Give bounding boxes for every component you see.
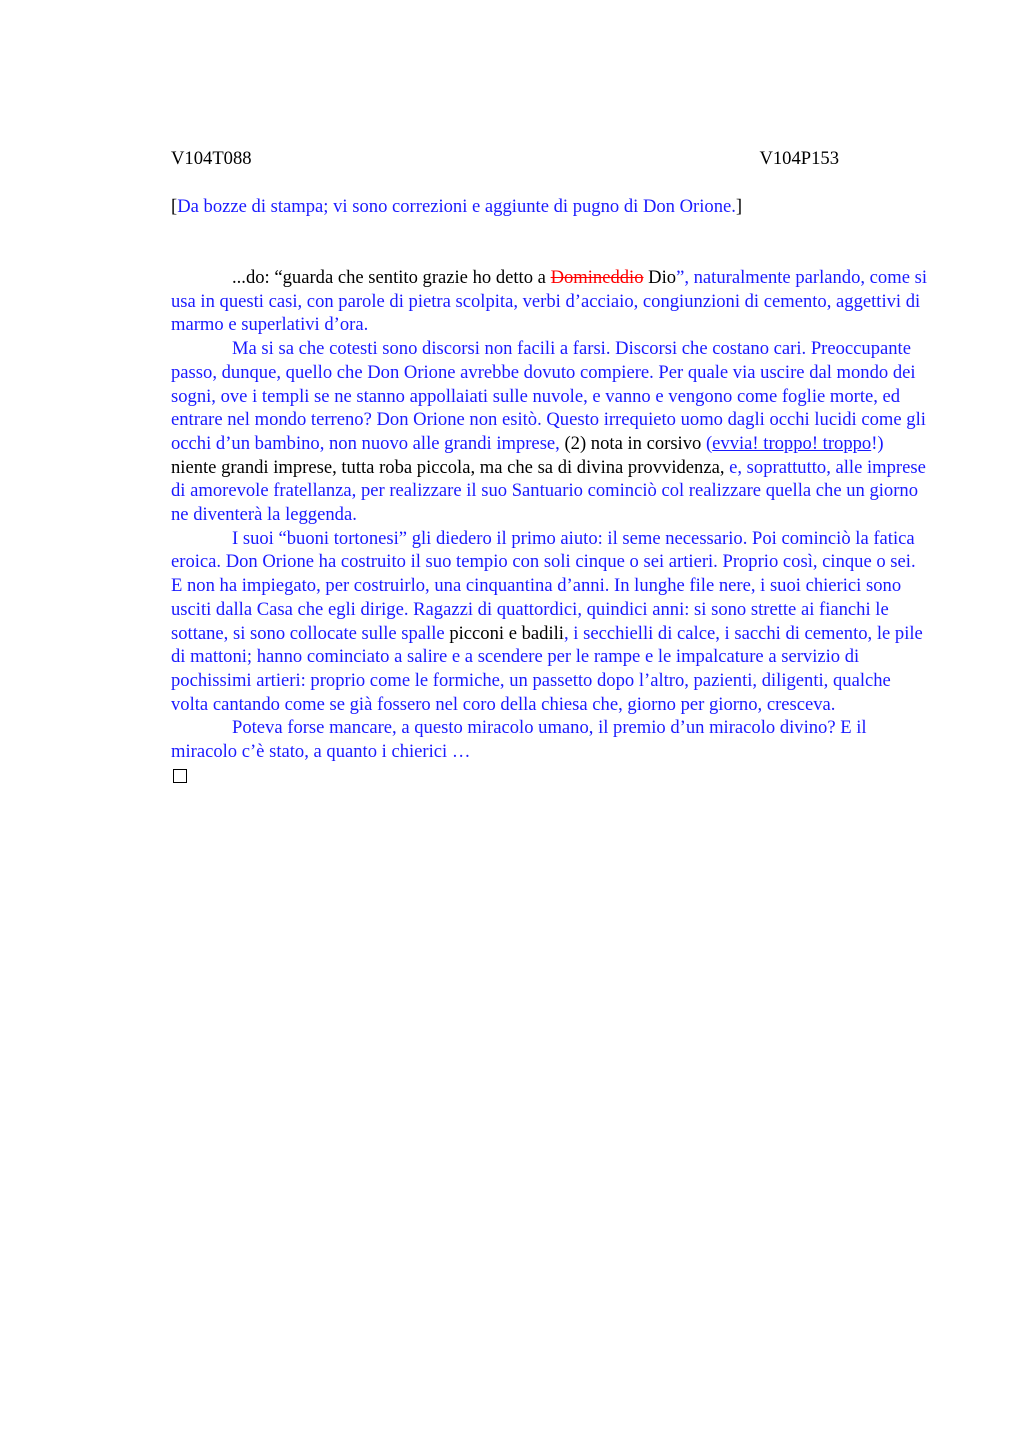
p2-close-paren: !) <box>871 432 884 454</box>
p2-open-paren: ( <box>705 432 713 454</box>
p2-text-a: Ma si sa che cotesti sono discorsi non facili a farsi. Discorsi che costano cari. Preoccupante passo, dunque, quello che Don Orione avrebbe dovuto compiere. Per quale via uscire dal mondo dei sogni, ove i templi se ne stanno appollaiati sulle nuvole, e vanno e vengono come foglie morte, ed entrare nel mondo terreno? Don Orione non esitò. Questo irrequieto uomo dagli occhi lucidi come gli occhi d’un bambino, non nuovo alle grandi imprese, <box>171 338 926 454</box>
p4-text: Poteva forse mancare, a questo miracolo umano, il premio d’un miracolo divino? E il miracolo c’è stato, a quanto i chierici … <box>171 717 867 763</box>
page-code-right: V104P153 <box>759 148 839 169</box>
paragraph-1 <box>171 266 931 337</box>
p2-handwritten-addition: niente grandi imprese, tutta roba piccola, ma che sa di divina provvidenza, <box>171 456 725 478</box>
document-header <box>171 147 839 171</box>
paragraph-3 <box>171 527 931 717</box>
inserted-word: Dio <box>643 267 677 288</box>
p1-ellipsis-text: ...do: “guarda che sentito grazie ho detto a <box>232 267 551 288</box>
p2-underlined-comment: evvia! troppo! troppo <box>712 432 872 454</box>
p3-text-a: I suoi “buoni tortonesi” gli diedero il primo aiuto: il seme necessario. Poi cominciò la fatica eroica. Don Orione ha costruito il suo tempio con soli cinque o sei artieri. Proprio così, cinque o sei. E non ha impiegato, per costruirlo, una cinquantina d’anni. In lunghe file nere, i suoi chierici sono usciti dalla Casa che egli dirige. Ragazzi di quattordici, quindici anni: si sono strette ai fianchi le sottane, si sono collocate sulle spalle <box>171 527 916 644</box>
p2-note-marker: (2) nota in corsivo <box>559 432 706 454</box>
square-outline-icon <box>173 769 187 783</box>
p2-text-b: e, soprattutto, alle imprese di amorevole fratellanza, per realizzare il suo Santuario cominciò col realizzare quella che un giorno ne diventerà la leggenda. <box>171 456 926 526</box>
p3-text-b: , i secchielli di calce, i sacchi di cemento, le pile di mattoni; hanno cominciato a salire e a scendere per le rampe e le impalcature a servizio di pochissimi artieri: proprio come le formiche, un passetto dopo l’altro, pazienti, diligenti, qualche volta cantando come se già fossero nel coro della chiesa che, giorno per giorno, cresceva. <box>171 622 923 715</box>
note-open-bracket: [ <box>171 196 178 217</box>
p1-text: ”, naturalmente parlando, come si usa in questi casi, con parole di pietra scolpita, verbi d’acciaio, congiunzioni di cemento, aggettivi di marmo e superlativi d’ora. <box>171 267 927 336</box>
note-close-bracket: ] <box>735 196 743 217</box>
document-code-left: V104T088 <box>171 148 252 169</box>
note-text: Da bozze di stampa; vi sono correzioni e aggiunte di pugno di Don Orione. <box>177 196 736 217</box>
paragraph-2 <box>171 337 931 527</box>
p3-inserted-words: picconi e badili <box>444 622 564 644</box>
document-body <box>171 266 931 783</box>
paragraph-4 <box>171 716 931 763</box>
deleted-word: Domineddio <box>550 267 644 288</box>
editorial-note <box>171 195 931 219</box>
